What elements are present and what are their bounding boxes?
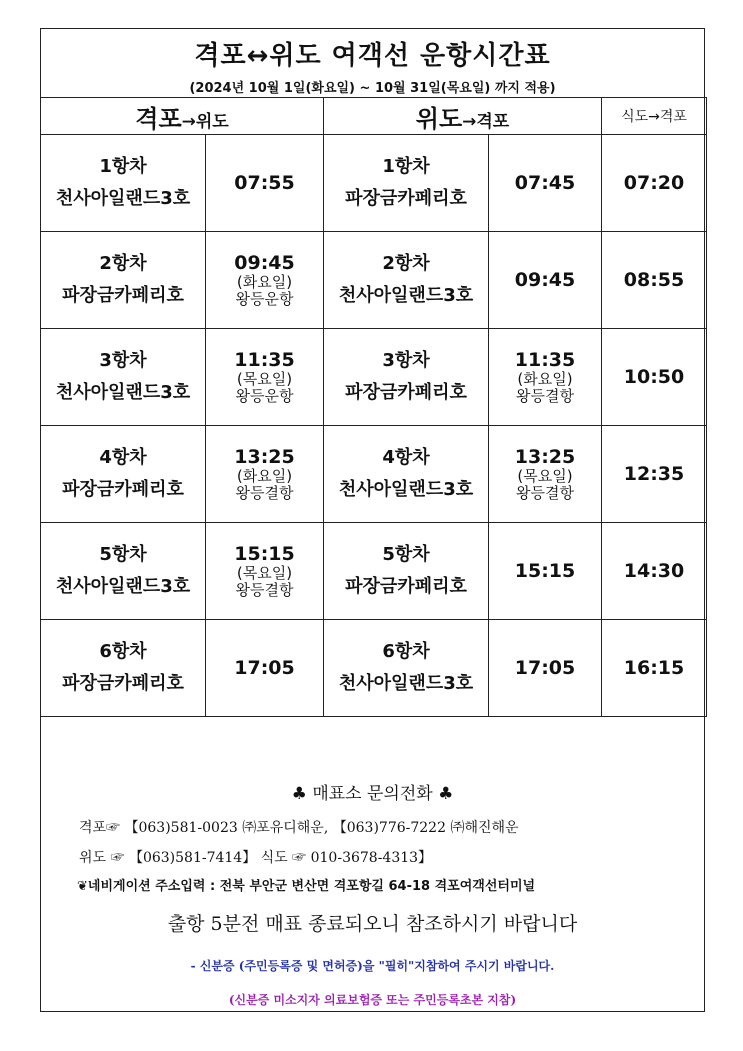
schedule-note: (화요일) 왕등운항 xyxy=(235,273,294,308)
ship-name: 파장금카페리호 xyxy=(345,188,467,209)
ship-name: 천사아일랜드3호 xyxy=(55,382,191,403)
departure-time: 07:20 xyxy=(623,172,685,194)
schedule-table xyxy=(40,97,707,717)
gyeokpo-trip-cell xyxy=(41,135,206,232)
gyeokpo-time-cell xyxy=(206,426,324,523)
trip-number: 4항차 xyxy=(382,447,430,468)
departure-time: 17:05 xyxy=(514,657,576,679)
ship-name: 파장금카페리호 xyxy=(62,285,184,306)
departure-time: 13:25 xyxy=(234,446,295,468)
ticket-closing-notice: 출항 5분전 매표 종료되오니 참조하시기 바랍니다 xyxy=(167,913,578,935)
wido-trip-cell xyxy=(324,426,489,523)
trip-number: 3항차 xyxy=(382,350,430,371)
departure-time: 11:35 xyxy=(514,349,576,371)
timetable-sheet xyxy=(40,28,705,1012)
ship-name: 파장금카페리호 xyxy=(345,576,467,597)
ship-name: 천사아일랜드3호 xyxy=(338,673,474,694)
trip-number: 2항차 xyxy=(99,253,147,274)
departure-time: 07:45 xyxy=(514,172,576,194)
contact-title: ♣ 매표소 문의전화 ♣ xyxy=(291,784,454,804)
table-row xyxy=(41,426,707,523)
schedule-note: (목요일) 왕등결항 xyxy=(516,467,574,502)
wido-trip-cell xyxy=(324,620,489,717)
wido-time-cell xyxy=(489,620,602,717)
ship-name: 천사아일랜드3호 xyxy=(338,479,474,500)
departure-time: 11:35 xyxy=(234,349,295,371)
departure-time: 08:55 xyxy=(623,269,685,291)
trip-number: 6항차 xyxy=(99,641,147,662)
departure-time: 12:35 xyxy=(623,463,685,485)
trip-number: 6항차 xyxy=(382,641,430,662)
gyeokpo-trip-cell xyxy=(41,329,206,426)
wido-trip-cell xyxy=(324,523,489,620)
departure-time: 09:45 xyxy=(514,269,576,291)
departure-time: 13:25 xyxy=(514,446,576,468)
contact-line-wido: 위도 ☞ 【063)581-7414】 식도 ☞ 010-3678-4313】 xyxy=(79,850,433,866)
ship-name: 파장금카페리호 xyxy=(62,673,184,694)
trip-number: 3항차 xyxy=(99,350,147,371)
wido-time-cell xyxy=(489,523,602,620)
trip-number: 5항차 xyxy=(382,544,430,565)
wido-time-cell xyxy=(489,232,602,329)
gyeokpo-trip-cell xyxy=(41,523,206,620)
departure-time: 07:55 xyxy=(234,172,295,194)
ship-name: 파장금카페리호 xyxy=(345,382,467,403)
departure-time: 16:15 xyxy=(623,657,685,679)
contact-line-gyeokpo: 격포☞ 【063)581-0023 ㈜포유디해운, 【063)776-7222 ㈜해진해운 xyxy=(79,820,519,836)
header-gyeokpo-to-wido: 격포→위도 xyxy=(41,98,324,135)
sikdo-time-cell xyxy=(602,523,707,620)
trip-number: 1항차 xyxy=(382,156,430,177)
gyeokpo-time-cell xyxy=(206,523,324,620)
sikdo-time-cell xyxy=(602,135,707,232)
trip-number: 2항차 xyxy=(382,253,430,274)
header-sikdo-to-gyeokpo: 식도→격포 xyxy=(602,98,707,135)
gyeokpo-time-cell xyxy=(206,135,324,232)
ship-name: 천사아일랜드3호 xyxy=(338,285,474,306)
departure-time: 15:15 xyxy=(514,560,576,582)
wido-trip-cell xyxy=(324,329,489,426)
departure-time: 14:30 xyxy=(623,560,685,582)
header-row xyxy=(41,98,707,135)
table-row xyxy=(41,620,707,717)
trip-number: 5항차 xyxy=(99,544,147,565)
wido-trip-cell xyxy=(324,135,489,232)
table-row xyxy=(41,523,707,620)
table-row xyxy=(41,329,707,426)
ship-name: 천사아일랜드3호 xyxy=(55,188,191,209)
trip-number: 1항차 xyxy=(99,156,147,177)
id-notice: - 신분증 (주민등록증 및 면허증)을 "필히"지참하여 주시기 바랍니다. xyxy=(190,959,555,973)
schedule-note: (화요일) 왕등결항 xyxy=(516,370,574,405)
gyeokpo-time-cell xyxy=(206,329,324,426)
sikdo-time-cell xyxy=(602,329,707,426)
schedule-note: (목요일) 왕등운항 xyxy=(235,370,294,405)
wido-time-cell xyxy=(489,329,602,426)
schedule-note: (화요일) 왕등결항 xyxy=(235,467,294,502)
trip-number: 4항차 xyxy=(99,447,147,468)
schedule-note: (목요일) 왕등결항 xyxy=(235,564,294,599)
table-row xyxy=(41,232,707,329)
page-title: 격포↔위도 여객선 운항시간표 xyxy=(194,41,551,71)
navigation-address: ❦네비게이션 주소입력 : 전북 부안군 변산면 격포항길 64-18 격포여객선터미널 xyxy=(77,879,536,894)
sikdo-time-cell xyxy=(602,426,707,523)
departure-time: 10:50 xyxy=(623,366,685,388)
header-wido-to-gyeokpo: 위도→격포 xyxy=(324,98,602,135)
ship-name: 파장금카페리호 xyxy=(62,479,184,500)
gyeokpo-time-cell xyxy=(206,232,324,329)
gyeokpo-trip-cell xyxy=(41,232,206,329)
sikdo-time-cell xyxy=(602,232,707,329)
departure-time: 09:45 xyxy=(234,252,295,274)
validity-period: (2024년 10월 1일(화요일) ~ 10월 31일(목요일) 까지 적용) xyxy=(189,81,556,96)
departure-time: 15:15 xyxy=(234,543,295,565)
ship-name: 천사아일랜드3호 xyxy=(55,576,191,597)
sikdo-time-cell xyxy=(602,620,707,717)
wido-time-cell xyxy=(489,135,602,232)
wido-trip-cell xyxy=(324,232,489,329)
gyeokpo-trip-cell xyxy=(41,426,206,523)
id-alternative-notice: (신분증 미소지자 의료보험증 또는 주민등록초본 지참) xyxy=(228,993,517,1007)
table-row xyxy=(41,135,707,232)
gyeokpo-trip-cell xyxy=(41,620,206,717)
gyeokpo-time-cell xyxy=(206,620,324,717)
departure-time: 17:05 xyxy=(234,657,295,679)
wido-time-cell xyxy=(489,426,602,523)
